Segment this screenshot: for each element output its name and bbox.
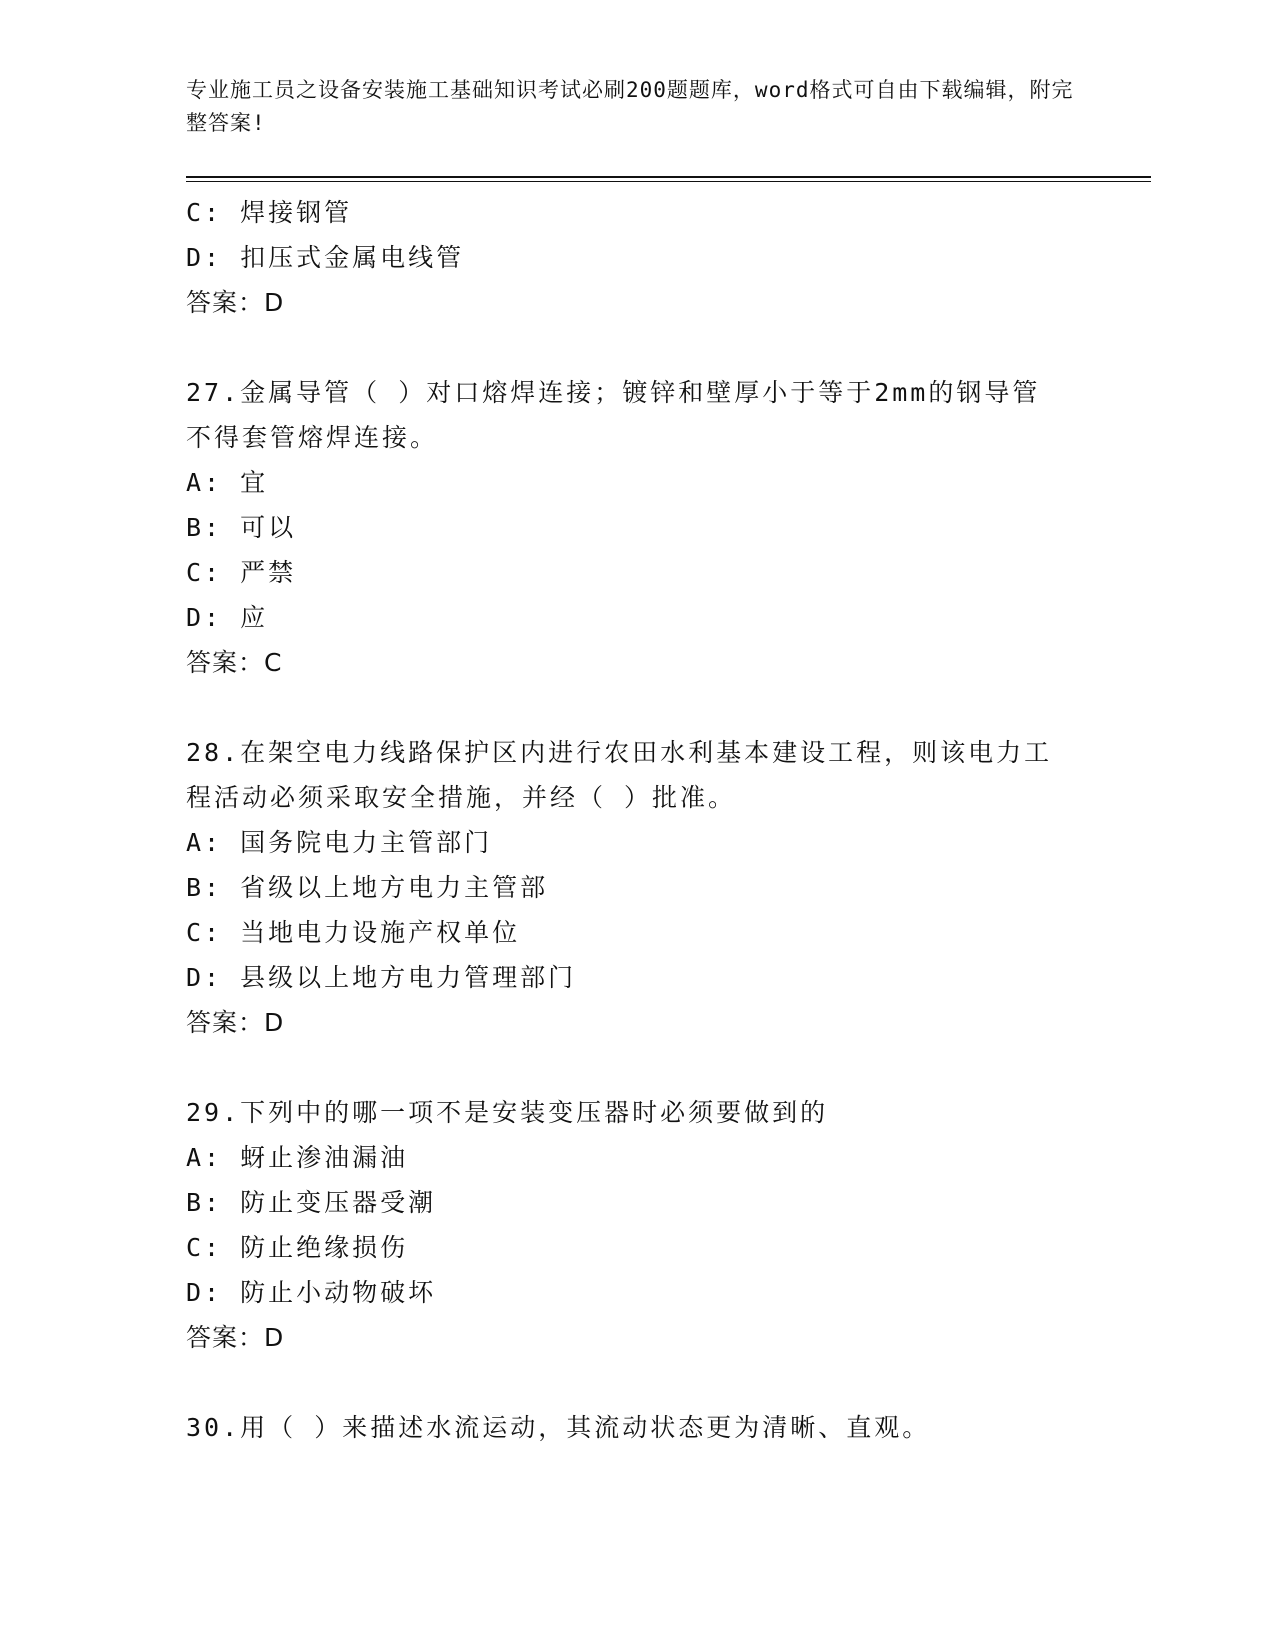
answer-line: 答案：C [186,648,283,677]
answer-line: 答案：D [186,1323,285,1352]
option-c: C: 焊接钢管 [186,198,353,227]
question-text: 30.用（ ）来描述水流运动，其流动状态更为清晰、直观。 [186,1413,931,1442]
option-d: D: 县级以上地方电力管理部门 [186,963,577,992]
option-c: C: 防止绝缘损伤 [186,1233,409,1262]
question-30 [186,1405,1086,1450]
option-a: A: 国务院电力主管部门 [186,828,493,857]
option-d: D: 防止小动物破坏 [186,1278,437,1307]
option-c: C: 严禁 [186,558,297,587]
option-d: D: 应 [186,603,269,632]
option-a: A: 蚜止渗油漏油 [186,1143,409,1172]
header-divider-thick [186,176,1151,178]
answer-line: 答案：D [186,288,285,317]
question-text: 29.下列中的哪一项不是安装变压器时必须要做到的 [186,1098,829,1127]
document-header [186,74,1086,140]
question-27 [186,370,1086,685]
question-list [186,190,1086,1450]
option-c: C: 当地电力设施产权单位 [186,918,521,947]
option-b: B: 可以 [186,513,297,542]
document-title: 专业施工员之设备安装施工基础知识考试必刷200题题库，word格式可自由下载编辑，附完整答案! [186,78,1074,135]
option-d: D: 扣压式金属电线管 [186,243,465,272]
question-text: 28.在架空电力线路保护区内进行农田水利基本建设工程，则该电力工 [186,738,1053,767]
answer-line: 答案：D [186,1008,285,1037]
question-text-continued: 程活动必须采取安全措施，并经（ ）批准。 [186,783,737,812]
question-29 [186,1090,1086,1360]
question-fragment [186,190,1086,325]
header-divider-thin [186,181,1151,182]
question-28 [186,730,1086,1045]
option-b: B: 防止变压器受潮 [186,1188,437,1217]
question-text-continued: 不得套管熔焊连接。 [186,423,439,452]
question-text: 27.金属导管（ ）对口熔焊连接；镀锌和壁厚小于等于2mm的钢导管 [186,378,1041,407]
option-a: A: 宜 [186,468,269,497]
option-b: B: 省级以上地方电力主管部 [186,873,549,902]
